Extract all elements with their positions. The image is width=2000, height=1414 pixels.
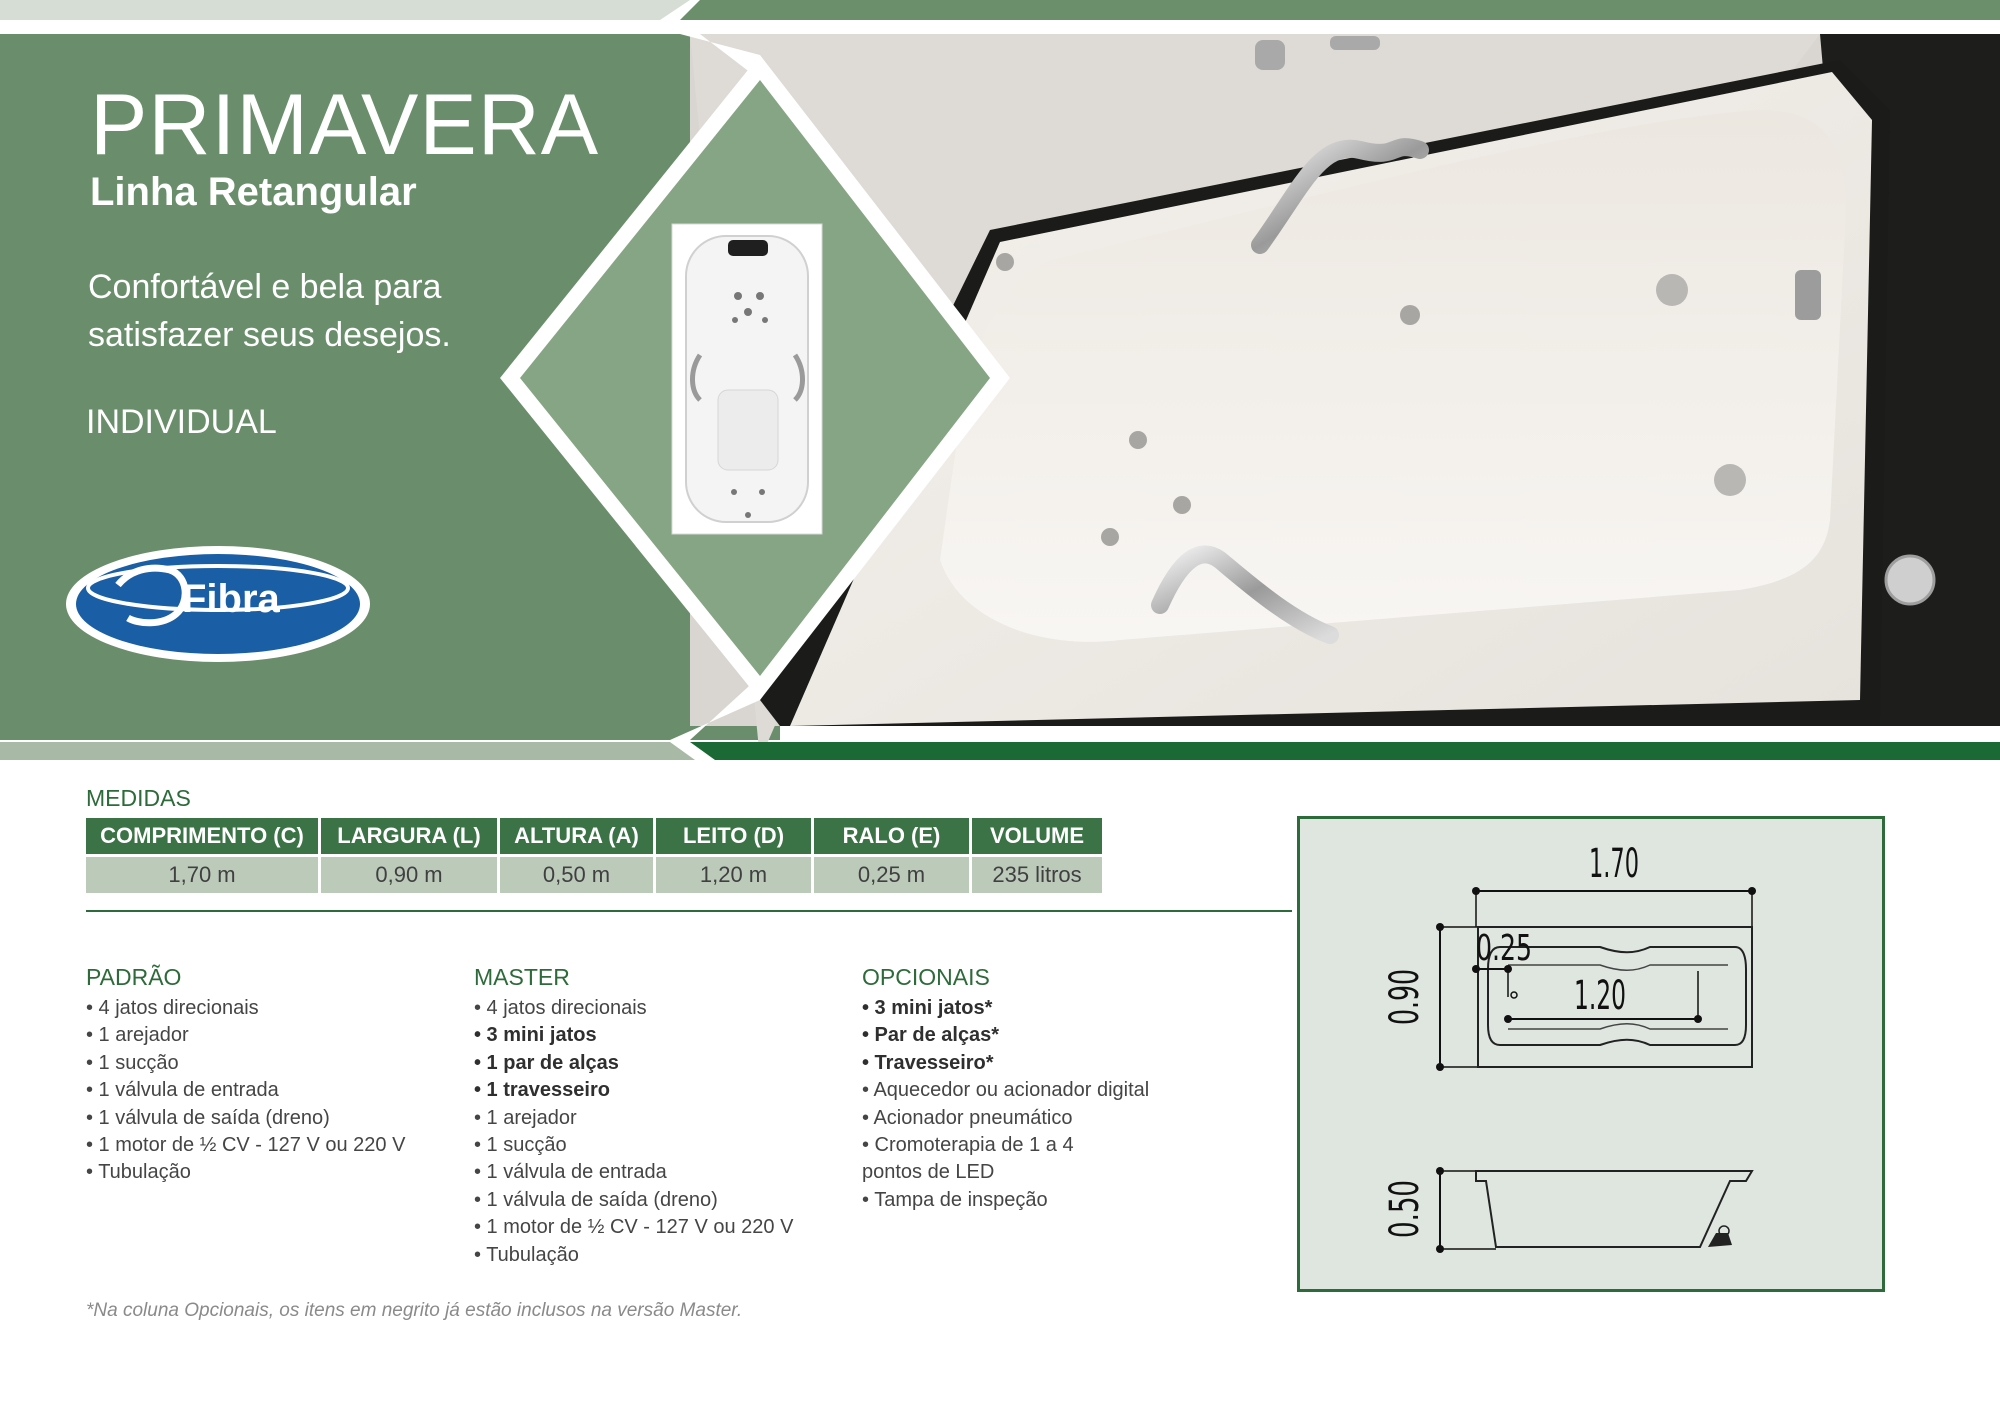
height-dimension-label: 0.50 (1382, 1157, 1428, 1238)
list-item: • Tubulação (86, 1161, 191, 1184)
list-item: • Acionador pneumático (862, 1106, 1073, 1129)
list-item: • 1 motor de ½ CV - 127 V ou 220 V (86, 1134, 406, 1157)
list-item: • Travesseiro* (862, 1051, 994, 1074)
list-item: • 1 válvula de entrada (474, 1161, 667, 1184)
list-item: • 3 mini jatos* (862, 997, 993, 1019)
product-title: PRIMAVERA (90, 77, 600, 173)
footnote: *Na coluna Opcionais, os itens em negrito já estão inclusos na versão Master. (86, 1300, 743, 1321)
header-drain: RALO (E) (814, 818, 969, 854)
fibra-logo (66, 546, 370, 662)
master-list (474, 995, 854, 1269)
list-item: • 3 mini jatos (474, 1024, 597, 1047)
header-width: LARGURA (L) (321, 818, 497, 854)
list-item: • Tampa de inspeção (862, 1188, 1048, 1211)
header-length: COMPRIMENTO (C) (86, 818, 318, 854)
value-length: 1,70 m (86, 854, 318, 893)
tub-top-view-thumbnail (672, 224, 822, 534)
optional-title: OPCIONAIS (862, 964, 990, 990)
list-item: • 4 jatos direcionais (474, 997, 647, 1019)
list-item: • 1 par de alças (474, 1051, 619, 1074)
standard-list (86, 995, 466, 1187)
value-width: 0,90 m (321, 854, 497, 893)
list-item: • 1 sucção (86, 1051, 179, 1074)
header-bed: LEITO (D) (656, 818, 811, 854)
top-strip-green (680, 0, 2000, 20)
list-item: • 1 arejador (474, 1106, 577, 1129)
product-category: INDIVIDUAL (86, 403, 277, 441)
list-item: • 1 travesseiro (474, 1079, 610, 1102)
value-bed: 1,20 m (656, 854, 811, 893)
list-item: • 1 arejador (86, 1024, 189, 1047)
value-volume: 235 litros (972, 854, 1102, 893)
standard-title: PADRÃO (86, 964, 182, 990)
value-drain: 0,25 m (814, 854, 969, 893)
product-tagline: Confortável e bela para satisfazer seus desejos. (88, 268, 451, 354)
list-item: • 1 válvula de saída (dreno) (86, 1106, 330, 1129)
list-item: • 4 jatos direcionais (86, 997, 259, 1019)
bottom-strip-light (0, 742, 695, 760)
measurements-label: MEDIDAS (86, 785, 191, 811)
svg-text:Fibra: Fibra (182, 577, 280, 621)
list-item: • 1 sucção (474, 1134, 567, 1157)
dimension-diagram (1297, 816, 1885, 1292)
value-height: 0,50 m (500, 854, 653, 893)
list-item: • Par de alças* (862, 1024, 1000, 1047)
list-item: • 1 motor de ½ CV - 127 V ou 220 V (474, 1216, 794, 1239)
list-item: pontos de LED (862, 1161, 995, 1184)
table-row (86, 854, 1102, 893)
master-title: MASTER (474, 964, 570, 990)
length-dimension-label: 1.70 (1589, 841, 1639, 887)
list-item: • Cromoterapia de 1 a 4 (862, 1134, 1074, 1157)
list-item: • Aquecedor ou acionador digital (862, 1079, 1150, 1102)
width-dimension-label: 0.90 (1382, 944, 1428, 1025)
list-item: • Tubulação (474, 1243, 579, 1266)
divider (86, 910, 1292, 912)
standard-column (86, 964, 466, 1187)
dimension-drawing (1300, 819, 1882, 1289)
header-height: ALTURA (A) (500, 818, 653, 854)
list-item: • 1 válvula de saída (dreno) (474, 1188, 718, 1211)
top-strip-light (0, 0, 690, 20)
header-volume: VOLUME (972, 818, 1102, 854)
master-column (474, 964, 854, 1269)
measurements-table (83, 818, 1105, 893)
bottom-strip-green (690, 742, 2000, 760)
product-line: Linha Retangular (90, 170, 417, 214)
optional-list (862, 995, 1202, 1214)
list-item: • 1 válvula de entrada (86, 1079, 279, 1102)
table-header-row (86, 818, 1102, 854)
optional-column (862, 964, 1202, 1214)
bed-dimension-label: 1.20 (1574, 973, 1626, 1019)
drain-dimension-label: 0.25 (1476, 928, 1532, 969)
